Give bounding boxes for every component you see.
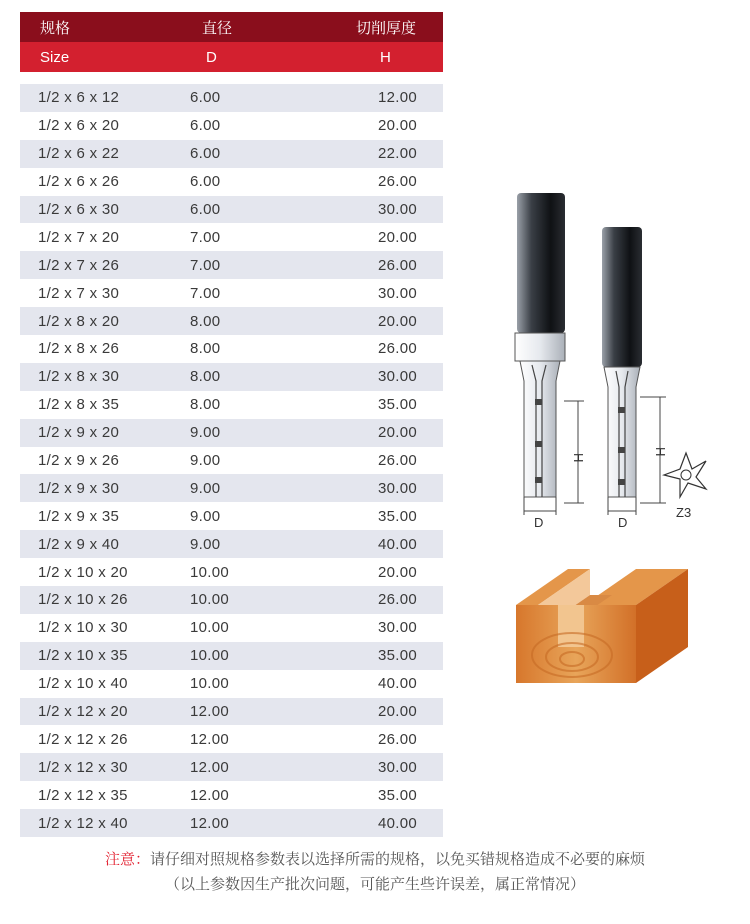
label-d-right: D [618, 515, 628, 530]
z3-section-icon [664, 453, 706, 497]
cell-size: 1/2 x 9 x 40 [38, 535, 120, 553]
cell-cut-depth: 20.00 [378, 703, 418, 721]
cell-cut-depth: 20.00 [378, 312, 418, 330]
cell-diameter: 12.00 [190, 758, 230, 776]
cell-diameter: 12.00 [190, 730, 230, 748]
cell-cut-depth: 22.00 [378, 145, 418, 163]
table-row [20, 558, 443, 586]
cell-cut-depth: 40.00 [378, 675, 418, 693]
cell-size: 1/2 x 6 x 26 [38, 173, 120, 191]
header-d: D [206, 48, 217, 66]
header-cut-depth: 切削厚度 [356, 19, 417, 37]
table-row [20, 781, 443, 809]
cell-diameter: 12.00 [190, 814, 230, 832]
cell-diameter: 10.00 [190, 591, 230, 609]
cell-cut-depth: 20.00 [378, 117, 418, 135]
cell-diameter: 6.00 [190, 201, 221, 218]
cell-size: 1/2 x 10 x 20 [38, 563, 128, 581]
bit-large-icon [515, 193, 584, 515]
cell-size: 1/2 x 9 x 26 [38, 452, 120, 470]
table-body [20, 84, 443, 837]
table-row [20, 753, 443, 781]
cell-size: 1/2 x 8 x 35 [38, 396, 120, 414]
cell-diameter: 6.00 [190, 117, 221, 135]
table-row [20, 84, 443, 112]
cell-cut-depth: 40.00 [378, 535, 418, 553]
cell-cut-depth: 30.00 [378, 284, 418, 302]
cell-size: 1/2 x 10 x 30 [38, 619, 128, 637]
cell-size: 1/2 x 6 x 22 [38, 145, 120, 163]
cell-diameter: 9.00 [190, 507, 221, 525]
bit-small-icon [602, 227, 666, 515]
label-z3: Z3 [676, 505, 692, 520]
cell-diameter: 9.00 [190, 424, 221, 442]
table-row [20, 474, 443, 502]
cell-size: 1/2 x 7 x 20 [38, 228, 120, 246]
table-row [20, 642, 443, 670]
cell-diameter: 7.00 [190, 228, 221, 246]
header-diameter: 直径 [202, 19, 233, 37]
cell-size: 1/2 x 12 x 30 [38, 758, 128, 776]
cell-size: 1/2 x 12 x 40 [38, 814, 128, 832]
table-row [20, 140, 443, 168]
spec-table [20, 12, 443, 837]
table-row [20, 279, 443, 307]
cell-size: 1/2 x 6 x 30 [38, 201, 120, 218]
label-d-left: D [534, 515, 544, 530]
table-row [20, 112, 443, 140]
cell-cut-depth: 30.00 [378, 619, 418, 637]
cell-cut-depth: 20.00 [378, 228, 418, 246]
cell-diameter: 10.00 [190, 619, 230, 637]
table-header-cn [20, 12, 443, 42]
note-line-1 [0, 848, 750, 869]
cell-cut-depth: 40.00 [378, 814, 418, 832]
cell-size: 1/2 x 8 x 26 [38, 340, 120, 358]
cell-cut-depth: 12.00 [378, 89, 418, 107]
cell-diameter: 6.00 [190, 173, 221, 191]
cell-cut-depth: 26.00 [378, 591, 418, 609]
cell-size: 1/2 x 12 x 26 [38, 730, 128, 748]
cell-diameter: 8.00 [190, 368, 221, 386]
cell-size: 1/2 x 10 x 40 [38, 675, 128, 693]
cell-cut-depth: 30.00 [378, 479, 418, 497]
cell-cut-depth: 30.00 [378, 368, 418, 386]
cell-size: 1/2 x 7 x 26 [38, 256, 120, 274]
table-row [20, 419, 443, 447]
table-row [20, 809, 443, 837]
cell-size: 1/2 x 10 x 26 [38, 591, 128, 609]
cell-size: 1/2 x 9 x 30 [38, 479, 120, 497]
header-size: Size [40, 48, 70, 66]
cell-diameter: 7.00 [190, 256, 221, 274]
cell-diameter: 6.00 [190, 89, 221, 107]
table-header-en [20, 42, 443, 72]
wood-groove-illustration [512, 565, 690, 687]
cell-diameter: 12.00 [190, 786, 230, 804]
cell-size: 1/2 x 6 x 20 [38, 117, 120, 135]
note-label: 注意： [104, 851, 150, 868]
header-h: H [380, 48, 391, 66]
cell-cut-depth: 20.00 [378, 424, 418, 442]
cell-cut-depth: 26.00 [378, 452, 418, 470]
table-row [20, 363, 443, 391]
table-row [20, 698, 443, 726]
cell-cut-depth: 30.00 [378, 758, 418, 776]
cell-cut-depth: 35.00 [378, 786, 418, 804]
cell-diameter: 9.00 [190, 452, 221, 470]
table-row [20, 391, 443, 419]
table-row [20, 447, 443, 475]
cell-cut-depth: 26.00 [378, 256, 418, 274]
table-row [20, 307, 443, 335]
cell-size: 1/2 x 9 x 35 [38, 507, 120, 525]
cell-cut-depth: 20.00 [378, 563, 418, 581]
header-spec: 规格 [40, 19, 71, 37]
cell-size: 1/2 x 9 x 20 [38, 424, 120, 442]
cell-diameter: 7.00 [190, 284, 221, 302]
label-h-left: H [571, 453, 586, 463]
cell-diameter: 6.00 [190, 145, 221, 163]
cell-size: 1/2 x 8 x 20 [38, 312, 120, 330]
note-text: 请仔细对照规格参数表以选择所需的规格，以免买错规格造成不必要的麻烦 [150, 851, 646, 868]
cell-cut-depth: 26.00 [378, 173, 418, 191]
table-row [20, 725, 443, 753]
cell-diameter: 10.00 [190, 647, 230, 665]
table-row [20, 502, 443, 530]
cell-cut-depth: 26.00 [378, 730, 418, 748]
table-row [20, 670, 443, 698]
cell-diameter: 9.00 [190, 479, 221, 497]
cell-cut-depth: 35.00 [378, 507, 418, 525]
table-row [20, 223, 443, 251]
cell-size: 1/2 x 8 x 30 [38, 368, 120, 386]
cell-diameter: 12.00 [190, 703, 230, 721]
table-row [20, 586, 443, 614]
cell-diameter: 8.00 [190, 396, 221, 414]
table-row [20, 335, 443, 363]
cell-diameter: 9.00 [190, 535, 221, 553]
cell-diameter: 10.00 [190, 675, 230, 693]
cell-diameter: 8.00 [190, 312, 221, 330]
label-h-right: H [653, 447, 668, 457]
cell-size: 1/2 x 12 x 20 [38, 703, 128, 721]
router-bit-diagram [490, 185, 715, 530]
table-row [20, 196, 443, 224]
cell-cut-depth: 35.00 [378, 396, 418, 414]
cell-diameter: 10.00 [190, 563, 230, 581]
table-row [20, 251, 443, 279]
cell-size: 1/2 x 7 x 30 [38, 284, 120, 302]
cell-cut-depth: 35.00 [378, 647, 418, 665]
cell-size: 1/2 x 6 x 12 [38, 89, 120, 107]
cell-size: 1/2 x 12 x 35 [38, 786, 128, 804]
cell-diameter: 8.00 [190, 340, 221, 358]
cell-cut-depth: 26.00 [378, 340, 418, 358]
cell-cut-depth: 30.00 [378, 201, 418, 218]
table-row [20, 168, 443, 196]
table-row [20, 614, 443, 642]
cell-size: 1/2 x 10 x 35 [38, 647, 128, 665]
table-row [20, 530, 443, 558]
note-line-2: （以上参数因生产批次问题，可能产生些许误差，属正常情况） [164, 876, 585, 893]
